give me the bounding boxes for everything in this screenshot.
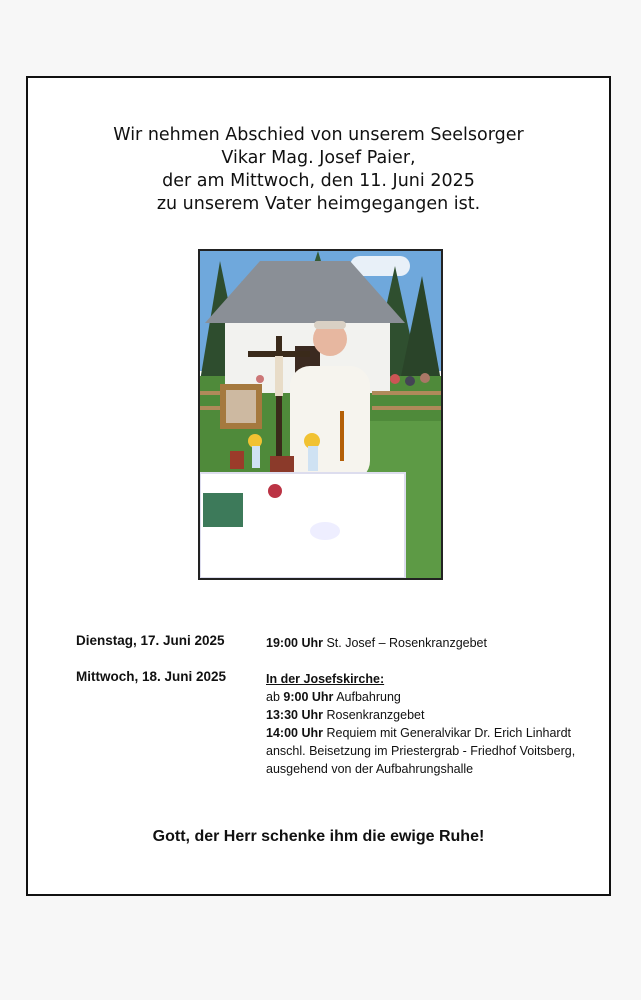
closing-blessing: Gott, der Herr schenke ihm die ewige Ruhe! xyxy=(152,828,485,845)
heading-line-3: der am Mittwoch, den 11. Juni 2025 xyxy=(162,171,475,191)
schedule-time: 9:00 Uhr xyxy=(283,690,334,704)
schedule-place: In der Josefskirche: xyxy=(266,672,385,686)
portrait-photo xyxy=(198,249,443,580)
schedule-text: Requiem mit Generalvikar Dr. Erich Linhardt xyxy=(326,726,572,740)
schedule-text: St. Josef – Rosenkranzgebet xyxy=(326,636,487,650)
schedule-item xyxy=(266,706,575,724)
schedule-text: Rosenkranzgebet xyxy=(326,708,425,722)
schedule-detail xyxy=(266,634,487,652)
schedule-time: 13:30 Uhr xyxy=(266,708,323,722)
schedule-detail xyxy=(266,670,575,778)
notice-frame xyxy=(26,76,611,896)
schedule-text: Aufbahrung xyxy=(336,690,401,704)
schedule-extra-2: ausgehend von der Aufbahrungshalle xyxy=(266,762,474,776)
schedule-date: Dienstag, 17. Juni 2025 xyxy=(76,633,225,648)
schedule-item-prefix: ab xyxy=(266,690,284,704)
schedule-extra-1: anschl. Beisetzung im Priestergrab - Friedhof Voitsberg, xyxy=(266,744,576,758)
schedule-item xyxy=(266,688,575,706)
heading-line-1: Wir nehmen Abschied von unserem Seelsorger xyxy=(113,125,524,145)
schedule-time: 14:00 Uhr xyxy=(266,726,323,740)
schedule-date: Mittwoch, 18. Juni 2025 xyxy=(76,669,227,684)
schedule-item xyxy=(266,724,575,742)
heading-line-2: Vikar Mag. Josef Paier, xyxy=(221,148,416,168)
notice-heading xyxy=(28,124,609,216)
photo-illustration xyxy=(200,251,441,578)
heading-line-4: zu unserem Vater heimgegangen ist. xyxy=(156,194,481,214)
schedule-time: 19:00 Uhr xyxy=(266,636,323,650)
